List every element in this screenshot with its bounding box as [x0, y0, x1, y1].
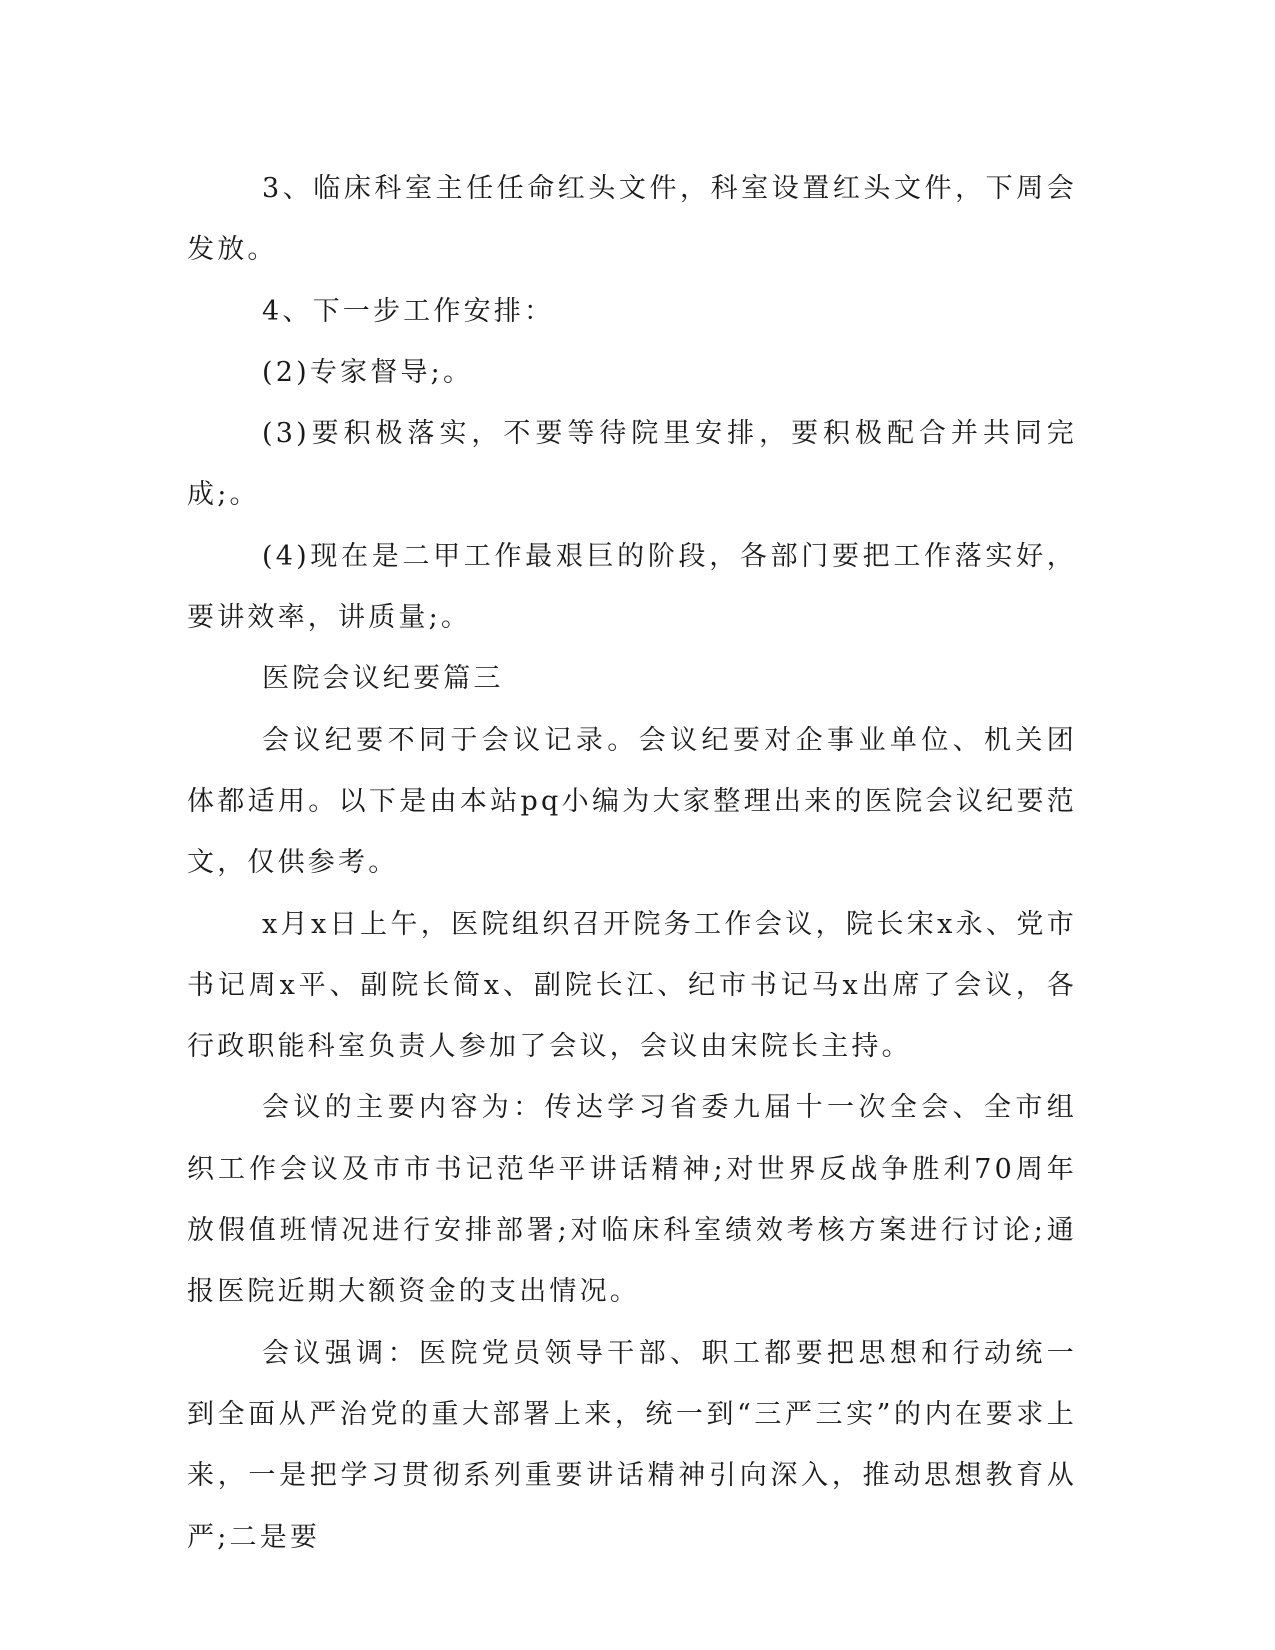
paragraph-meeting-content: 会议的主要内容为：传达学习省委九届十一次全会、全市组织工作会议及市市书记范华平讲话精神;对世界反战争胜利70周年放假值班情况进行安排部署;对临床科室绩效考核方案进行讨论;通报医院近期大额资金的支出情况。 [187, 1092, 1077, 1308]
document-body [187, 158, 1077, 1568]
paragraph-meeting-emphasis: 会议强调：医院党员领导干部、职工都要把思想和行动统一到全面从严治党的重大部署上来，统一到“三严三实”的内在要求上来，一是把学习贯彻系列重要讲话精神引向深入，推动思想教育从严;二是要 [187, 1337, 1077, 1553]
paragraph-item-3: 3、临床科室主任任命红头文件，科室设置红头文件，下周会发放。 [187, 173, 1077, 266]
paragraph-meeting-attendance: x月x日上午，医院组织召开院务工作会议，院长宋x永、党市书记周x平、副院长简x、副院长江、纪市书记马x出席了会议，各行政职能科室负责人参加了会议，会议由宋院长主持。 [187, 908, 1077, 1063]
section-heading: 医院会议纪要篇三 [262, 663, 504, 695]
paragraph-subitem-4: (4)现在是二甲工作最艰巨的阶段，各部门要把工作落实好，要讲效率，讲质量;。 [187, 540, 1077, 634]
paragraph-subitem-2: (2)专家督导;。 [262, 356, 474, 388]
paragraph-intro: 会议纪要不同于会议记录。会议纪要对企事业单位、机关团体都适用。以下是由本站pq小编为大家整理出来的医院会议纪要范文，仅供参考。 [187, 724, 1077, 879]
paragraph-item-4-heading: 4、下一步工作安排： [262, 295, 555, 327]
paragraph-subitem-3: (3)要积极落实，不要等待院里安排，要积极配合并共同完成;。 [187, 418, 1077, 511]
